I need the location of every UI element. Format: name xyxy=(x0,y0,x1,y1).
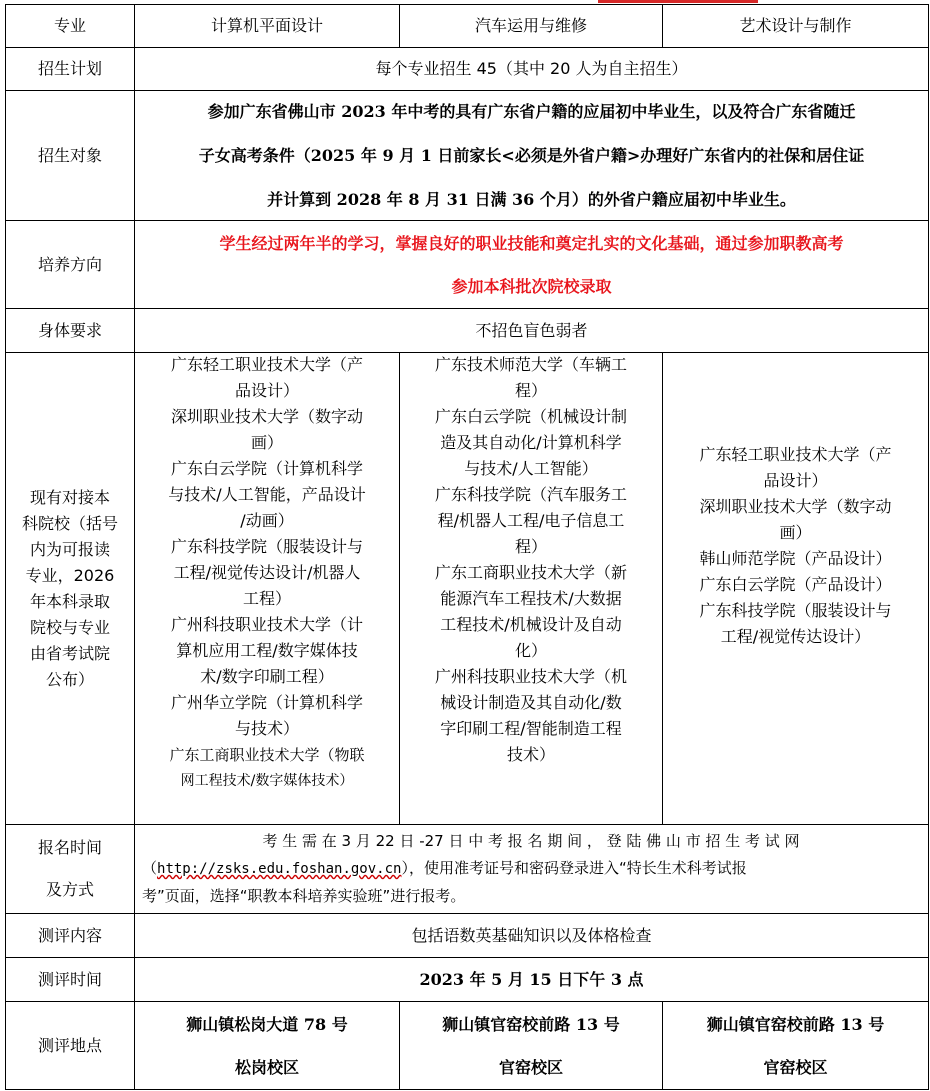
header-major-label: 专业 xyxy=(53,16,86,35)
enroll-target-text xyxy=(135,91,928,220)
registration-line: 考”页面，选择“职教本科培养实验班”进行报考。 xyxy=(142,887,466,905)
university-line: 广东白云学院（产品设计） xyxy=(699,575,892,594)
header-major-auto-maintenance: 汽车运用与维修 xyxy=(474,16,587,35)
university-line: 广州华立学院（计算机科学 xyxy=(170,693,363,712)
university-line: 画） xyxy=(779,523,812,542)
training-direction-label: 培养方向 xyxy=(37,254,102,274)
university-line: 广州科技职业技术大学（机 xyxy=(434,667,627,686)
university-line: 网工程技术/数字媒体技术） xyxy=(180,773,354,789)
test-place-campus: 官窑校区 xyxy=(763,1057,828,1077)
universities-art-design xyxy=(663,442,928,650)
universities-label-line: 现有对接本 xyxy=(29,487,110,507)
university-line: 广东工商职业技术大学（物联 xyxy=(169,746,365,764)
registration-text xyxy=(142,828,920,910)
physical-requirement-label: 身体要求 xyxy=(37,320,102,340)
test-place-campus: 松岗校区 xyxy=(234,1057,299,1077)
test-place-songgang xyxy=(135,1002,399,1089)
registration-label-line: 及方式 xyxy=(45,880,94,899)
university-line: 能源汽车工程技术/大数据 xyxy=(440,589,622,608)
university-line: 品设计） xyxy=(763,471,828,490)
university-line: 工程技术/机械设计及自动 xyxy=(440,615,622,634)
test-place-address: 狮山镇官窑校前路 13 号 xyxy=(442,1014,620,1034)
university-line: 与技术/人工智能，产品设计 xyxy=(168,485,366,504)
training-direction-line: 参加本科批次院校录取 xyxy=(451,276,612,296)
enroll-target-label: 招生对象 xyxy=(37,145,102,165)
test-time-value: 2023 年 5 月 15 日下午 3 点 xyxy=(419,969,644,989)
registration-paren: （ xyxy=(142,859,158,877)
test-place-address: 狮山镇松岗大道 78 号 xyxy=(186,1014,348,1034)
enroll-target-line: 参加广东省佛山市 2023 年中考的具有广东省户籍的应届初中毕业生，以及符合广东省随迁 xyxy=(207,101,856,121)
universities-label-line: 由省考试院 xyxy=(29,643,110,663)
universities-computer-graphic-design xyxy=(135,352,399,794)
university-line: 程） xyxy=(514,537,547,556)
university-line: 广东轻工职业技术大学（产 xyxy=(170,355,363,374)
university-line: 技术） xyxy=(506,745,555,764)
university-line: 程） xyxy=(514,381,547,400)
university-line: 与技术） xyxy=(234,719,299,738)
test-time-label: 测评时间 xyxy=(37,969,102,989)
university-line: 品设计） xyxy=(234,381,299,400)
registration-label xyxy=(6,825,134,913)
university-line: 广东轻工职业技术大学（产 xyxy=(699,445,892,464)
universities-label-line: 内为可报读 xyxy=(29,539,110,559)
table-divider xyxy=(5,824,929,825)
university-line: 深圳职业技术大学（数字动 xyxy=(699,497,892,516)
universities-label-line: 院校与专业 xyxy=(29,617,110,637)
enroll-target-line: 子女高考条件（2025 年 9 月 1 日前家长<必须是外省户籍>办理好广东省内的社保和居住证 xyxy=(198,145,865,165)
university-line: 广东科技学院（服装设计与 xyxy=(170,537,363,556)
university-line: 术/数字印刷工程） xyxy=(200,667,334,686)
university-line: 广东科技学院（汽车服务工 xyxy=(434,485,627,504)
university-line: /动画） xyxy=(240,511,294,530)
university-line: 广州科技职业技术大学（计 xyxy=(170,615,363,634)
registration-line: 考 生 需 在 3 月 22 日 -27 日 中 考 报 名 期 间 ， 登 陆 佛 山 市 招 生 考 试 网 xyxy=(262,832,800,850)
university-line: 工程/视觉传达设计/机器人 xyxy=(173,563,361,582)
test-place-campus: 官窑校区 xyxy=(498,1057,563,1077)
universities-label-line: 公布） xyxy=(45,669,94,689)
university-line: 广东技术师范大学（车辆工 xyxy=(434,355,627,374)
top-red-mark xyxy=(598,0,758,3)
test-content-label: 测评内容 xyxy=(37,925,102,945)
university-line: 造及其自动化/计算机科学 xyxy=(440,433,622,452)
university-line: 深圳职业技术大学（数字动 xyxy=(170,407,363,426)
registration-line2-rest: ），使用准考证号和密码登录进入“特长生术科考试报 xyxy=(401,859,747,877)
university-line: 与技术/人工智能） xyxy=(464,459,598,478)
university-line: 程/机器人工程/电子信息工 xyxy=(437,511,625,530)
test-place-label: 测评地点 xyxy=(37,1035,102,1055)
training-direction-text xyxy=(135,221,928,308)
registration-label-line: 报名时间 xyxy=(37,838,102,857)
exam-website-link[interactable]: http://zsks.edu.foshan.gov.cn xyxy=(157,861,402,877)
enroll-plan-label: 招生计划 xyxy=(37,59,102,78)
test-place-guanyao xyxy=(400,1002,662,1089)
university-line: 械设计制造及其自动化/数 xyxy=(440,693,622,712)
university-line: 工程） xyxy=(242,589,291,608)
test-place-guanyao-art xyxy=(663,1002,928,1089)
test-content-value: 包括语数英基础知识以及体格检查 xyxy=(411,925,652,945)
university-line: 工程/视觉传达设计） xyxy=(720,627,871,646)
universities-label-line: 专业，2026 xyxy=(25,565,115,585)
university-line: 广东白云学院（计算机科学 xyxy=(170,459,363,478)
university-line: 字印刷工程/智能制造工程 xyxy=(440,719,622,738)
header-major-computer-graphic-design: 计算机平面设计 xyxy=(210,16,323,35)
enroll-plan-value: 每个专业招生 45（其中 20 人为自主招生） xyxy=(375,59,688,78)
university-line: 广东工商职业技术大学（新 xyxy=(434,563,627,582)
universities-auto-maintenance xyxy=(400,352,662,768)
test-place-address: 狮山镇官窑校前路 13 号 xyxy=(706,1014,885,1034)
universities-label-line: 年本科录取 xyxy=(29,591,110,611)
universities-label-line: 科院校（括号 xyxy=(21,513,118,533)
university-line: 广东白云学院（机械设计制 xyxy=(434,407,627,426)
physical-requirement-value: 不招色盲色弱者 xyxy=(475,320,588,340)
enroll-target-line: 并计算到 2028 年 8 月 31 日满 36 个月）的外省户籍应届初中毕业生。 xyxy=(267,189,796,209)
university-line: 韩山师范学院（产品设计） xyxy=(699,549,892,568)
registration-line xyxy=(142,855,920,883)
training-direction-line: 学生经过两年半的学习，掌握良好的职业技能和奠定扎实的文化基础，通过参加职教高考 xyxy=(219,233,844,253)
university-line: 画） xyxy=(250,433,283,452)
university-line: 广东科技学院（服装设计与 xyxy=(699,601,892,620)
universities-label xyxy=(6,353,134,824)
university-line: 化） xyxy=(514,641,547,660)
header-major-art-design: 艺术设计与制作 xyxy=(739,16,852,35)
university-line: 算机应用工程/数字媒体技 xyxy=(176,641,358,660)
